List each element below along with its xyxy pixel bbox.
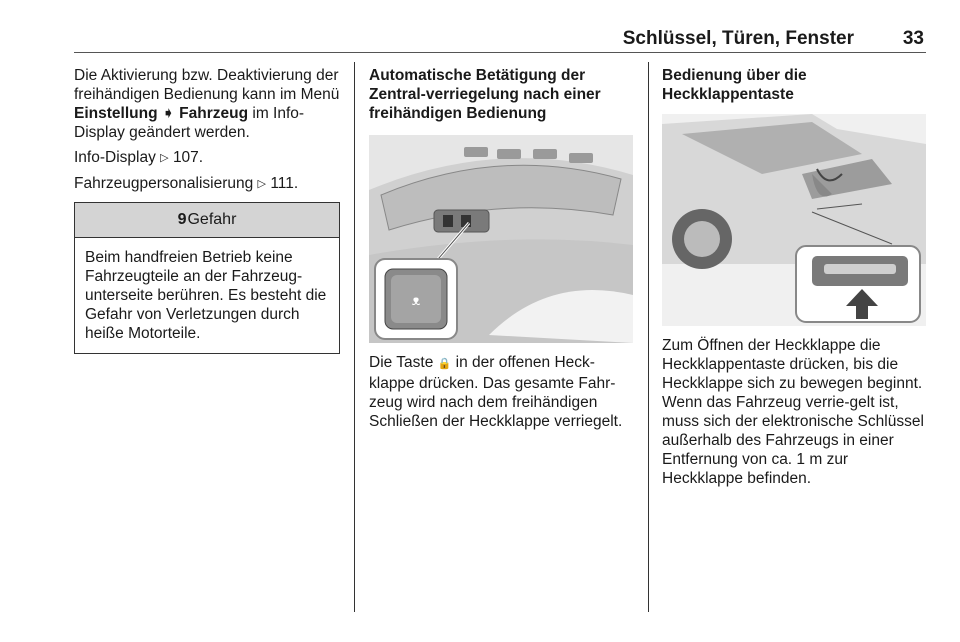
warning-title: Gefahr (187, 211, 237, 228)
column-2 (369, 66, 633, 437)
page-title: Schlüssel, Türen, Fenster (622, 28, 854, 49)
ref-arrow-icon: ▷ (160, 152, 169, 164)
key-instruction: Die Taste 🔒 in der offenen Heck-klappe drücken. Das gesamte Fahr-zeug wird nach dem freihändigen Schließen der Heckklappe verriegelt. (369, 354, 623, 430)
page-number: 33 (902, 28, 924, 49)
column-1 (74, 66, 340, 354)
warning-text: Beim handfreien Betrieb keine Fahrzeugteile an der Fahrzeug-unterseite berühren. Es besteht die Gefahr von Verletzungen durch heiße Motorteile. (85, 249, 327, 342)
section-heading: Automatische Betätigung der Zentral-verriegelung nach einer freihändigen Bedienung (369, 67, 601, 122)
column-3 (662, 66, 926, 494)
column-divider (648, 62, 649, 612)
intro-paragraph: Die Aktivierung bzw. Deaktivierung der freihändigen Bedienung kann im Menü Einstellung ➧ Fahrzeug im Info-Display geändert werden. (74, 67, 340, 141)
car-rear-drawing (662, 114, 926, 326)
section-heading: Bedienung über die Heckklappentaste (662, 67, 807, 103)
warning-box (74, 202, 340, 354)
warning-triangle-icon: 9 (177, 211, 187, 228)
page-header (74, 28, 926, 53)
tailgate-switch-instruction: Zum Öffnen der Heckklappe die Heckklappentaste drücken, bis die Heckklappe sich zu bewegen beginnt. Wenn das Fahrzeug verrie-gelt ist, muss sich der elektronische Schlüssel außerhalb des Fahrzeugs in einer Entfernung von ca. 1 m zur Heckklappe befinden. (662, 337, 924, 487)
svg-text:ᴥ: ᴥ (411, 292, 421, 308)
page-link[interactable]: 107. (172, 149, 204, 166)
personalisation-ref: Fahrzeugpersonalisierung ▷ 111. (74, 175, 299, 192)
ref-arrow-icon: ▷ (257, 178, 266, 190)
lock-key-icon: 🔒 (437, 358, 452, 370)
page-link[interactable]: 111. (270, 175, 299, 192)
tailgate-switch-illustration (662, 114, 926, 326)
column-divider (354, 62, 355, 612)
tailgate-interior-drawing (369, 135, 633, 343)
tailgate-button-illustration (369, 135, 633, 343)
menu-arrow-icon: ➧ (161, 105, 175, 122)
info-display-ref: Info-Display ▷ 107. (74, 149, 204, 166)
warning-header (75, 203, 339, 238)
